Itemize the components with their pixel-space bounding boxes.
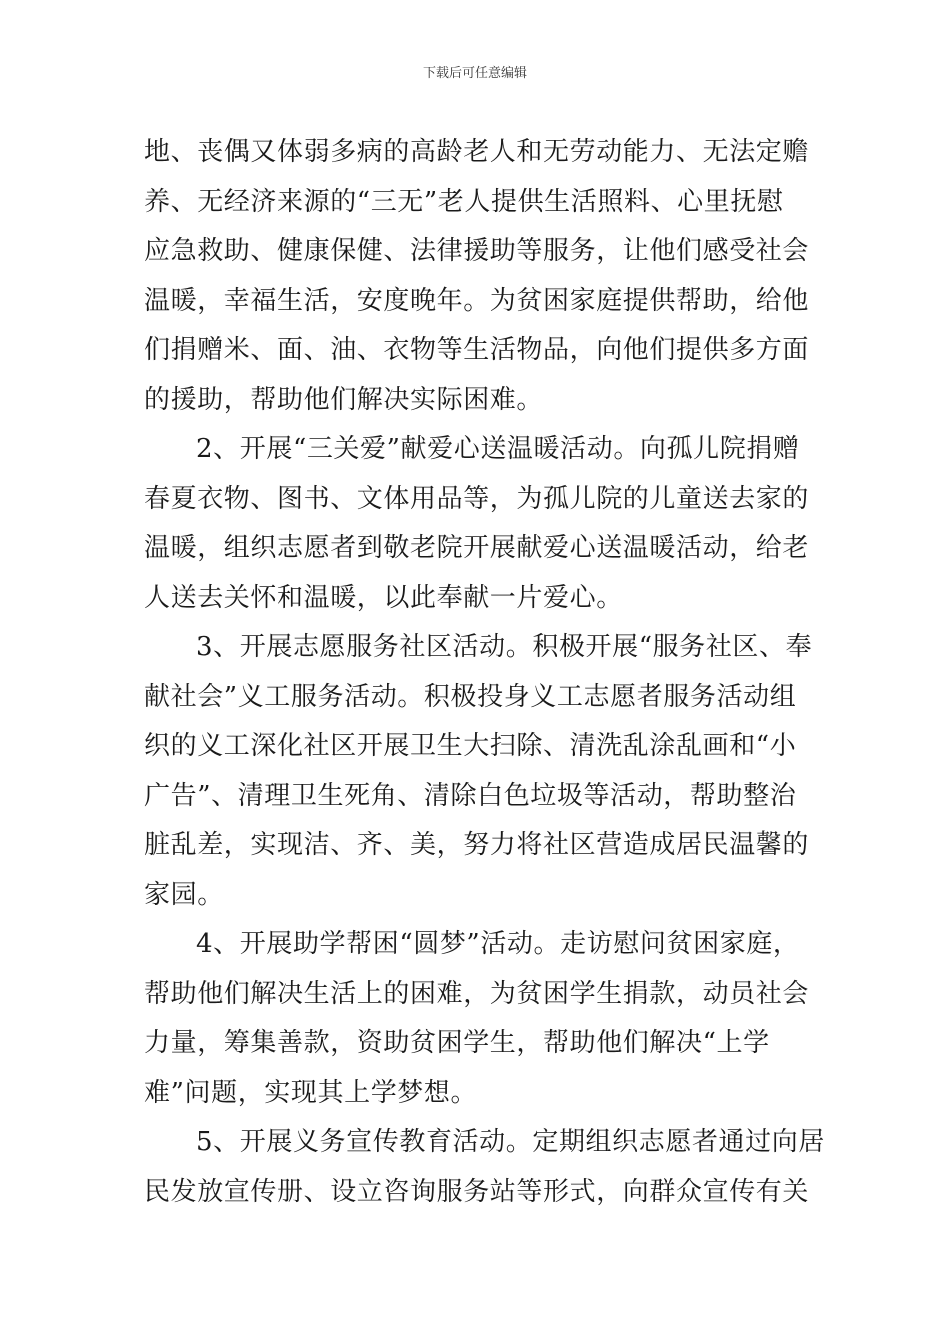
text-line: 应急救助、健康保健、法律援助等服务，让他们感受社会 (144, 236, 810, 266)
text-line: 人送去关怀和温暖，以此奉献一片爱心。 (144, 582, 623, 613)
text-line: 难”问题，实现其上学梦想。 (144, 1077, 478, 1108)
text-line: 力量，筹集善款，资助贫困学生，帮助他们解决“上学 (144, 1028, 770, 1058)
text-line: 脏乱差，实现洁、齐、美，努力将社区营造成居民温馨的 (144, 830, 810, 860)
text-line: 民发放宣传册、设立咨询服务站等形式，向群众宣传有关 (144, 1176, 810, 1207)
text-line: 温暖，组织志愿者到敬老院开展献爱心送温暖活动，给老 (144, 533, 810, 563)
text-line: 帮助他们解决生活上的困难，为贫困学生捐款，动员社会 (144, 978, 810, 1009)
text-line: 养、无经济来源的“三无”老人提供生活照料、心里抚慰 (144, 186, 784, 217)
text-line: 广告”、清理卫生死角、清除白色垃圾等活动，帮助整治 (144, 780, 797, 811)
text-line: 温暖，幸福生活，安度晚年。为贫困家庭提供帮助，给他 (144, 285, 810, 316)
paragraph-first-line: 4、开展助学帮困“圆梦”活动。走访慰问贫困家庭， (196, 929, 800, 959)
text-line: 春夏衣物、图书、文体用品等，为孤儿院的儿童送去家的 (144, 483, 810, 514)
paragraph-first-line: 2、开展“三关爱”献爱心送温暖活动。向孤儿院捐赠 (196, 434, 800, 464)
text-line: 织的义工深化社区开展卫生大扫除、清洗乱涂乱画和“小 (144, 731, 797, 761)
text-line: 献社会”义工服务活动。积极投身义工志愿者服务活动组 (144, 681, 797, 712)
text-line: 们捐赠米、面、油、衣物等生活物品，向他们提供多方面 (144, 335, 810, 365)
header-note: 下载后可任意编辑 (422, 66, 527, 81)
text-line: 的援助，帮助他们解决实际困难。 (144, 384, 544, 415)
text-line: 家园。 (144, 879, 224, 910)
paragraph-first-line: 5、开展义务宣传教育活动。定期组织志愿者通过向居 (196, 1127, 825, 1157)
text-line: 地、丧偶又体弱多病的高龄老人和无劳动能力、无法定赡 (144, 137, 810, 167)
paragraph-first-line: 3、开展志愿服务社区活动。积极开展“服务社区、奉 (196, 632, 813, 662)
body-text (144, 128, 825, 1217)
